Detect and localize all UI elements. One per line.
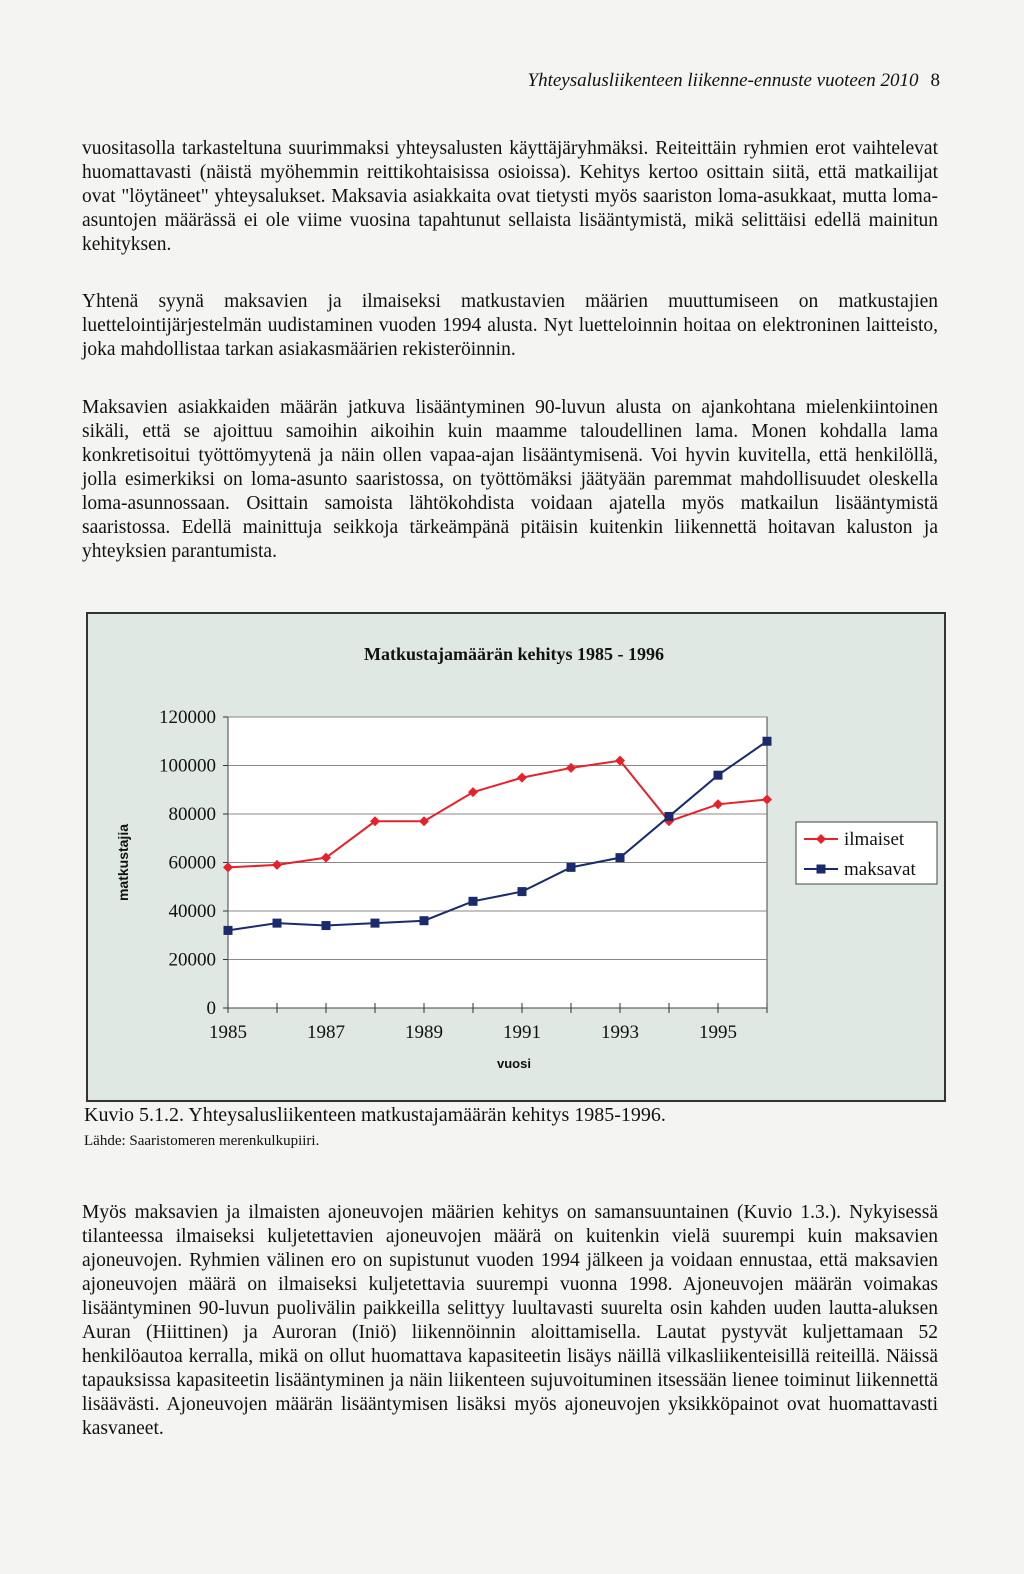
paragraph-4: Myös maksavien ja ilmaisten ajoneuvojen määrien kehitys on samansuuntainen (Kuvio 1.3.). Nykyisessä tilanteessa ilmaiseksi kuljetettavien ajoneuvojen määrä on kuitenkin vielä suurempi kuin maksavien ajoneuvojen. Ryhmien välinen ero on supistunut vuoden 1994 jälkeen ja voidaan ennustaa, että maksavien ajoneuvojen määrä on ilmaiseksi kuljetettavia suurempi vuonna 1998. Ajoneuvojen määrän voimakas lisääntyminen 90-luvun puolivälin paikkeilla selittyy luultavasti suurelta osin kahden uuden lautta-aluksen Auran (Hiittinen) ja Auroran (Iniö) liikennöinnin aloittamisella. Lautat pystyvät kuljettamaan 52 henkilöautoa kerralla, mikä on ollut huomattava kapasiteetin lisäys näillä vilkasliikenteisillä reiteillä. Näissä tapauksissa kapasiteetin lisääntyminen ja näin liikenteen sujuvoituminen itsessään lienee toiminut liikennettä lisäävästi. Ajoneuvojen määrän lisääntymisen lisäksi myös ajoneuvojen yksikköpainot ovat huomattavasti kasvaneet.	[82, 1202, 938, 1439]
chart-title: Matkustajamäärän kehitys 1985 - 1996	[364, 644, 664, 664]
x-tick-label: 1985	[209, 1022, 247, 1043]
page-number: 8	[930, 70, 940, 91]
data-point-maksavat	[567, 863, 576, 872]
y-tick-label: 120000	[159, 707, 216, 728]
chart-frame	[86, 612, 946, 1102]
y-tick-label: 60000	[168, 852, 216, 874]
y-tick-label: 80000	[168, 804, 216, 825]
data-point-maksavat	[420, 916, 429, 925]
data-point-maksavat	[469, 897, 478, 906]
y-axis-label: matkustajia	[115, 823, 131, 902]
x-tick-label: 1987	[307, 1022, 345, 1043]
y-tick-label: 40000	[168, 901, 216, 922]
legend-label-maksavat: maksavat	[844, 859, 916, 880]
paragraph-1: vuositasolla tarkasteltuna suurimmaksi yhteysalusten käyttäjäryhmäksi. Reiteittäin ryhmien erot vaihtelevat huomattavasti (näistä myöhemmin reittikohtaisissa osioissa). Kehitys kertoo osittain siitä, että matkailijat ovat "löytäneet" yhteysalukset. Maksavia asiakkaita ovat tietysti myös saariston loma-asukkaat, mutta loma-asuntojen määrässä ei ole viime vuosina tapahtunut sellaista lisääntymistä, mikä selittäisi edellä mainitun kehityksen.	[82, 138, 938, 255]
data-point-maksavat	[665, 812, 674, 821]
data-point-maksavat	[322, 921, 331, 930]
data-point-maksavat	[714, 771, 723, 780]
data-point-maksavat	[371, 919, 380, 928]
data-point-maksavat	[224, 926, 233, 935]
running-header	[510, 70, 940, 92]
data-point-maksavat	[518, 887, 527, 896]
data-point-maksavat	[616, 853, 625, 862]
figure-source: Lähde: Saaristomeren merenkulkupiiri.	[84, 1133, 320, 1149]
x-tick-label: 1995	[699, 1022, 737, 1043]
header-title: Yhteysalusliikenteen liikenne-ennuste vuoteen 2010	[527, 70, 919, 91]
x-tick-label: 1993	[601, 1022, 639, 1043]
data-point-maksavat	[763, 737, 772, 746]
figure-caption: Kuvio 5.1.2. Yhteysalusliikenteen matkustajamäärän kehitys 1985-1996.	[84, 1104, 666, 1126]
paragraph-2: Yhtenä syynä maksavien ja ilmaiseksi matkustavien määrien muuttumiseen on matkustajien luettelointijärjestelmän uudistaminen vuoden 1994 alusta. Nyt luetteloinnin hoitaa on elektroninen laitteisto, joka mahdollistaa tarkan asiakasmäärien rekisteröinnin.	[82, 291, 938, 360]
data-point-maksavat	[273, 919, 282, 928]
x-tick-label: 1991	[503, 1022, 541, 1043]
legend-label-ilmaiset: ilmaiset	[844, 829, 905, 850]
y-tick-label: 100000	[159, 755, 216, 777]
x-tick-label: 1989	[405, 1022, 443, 1043]
legend-marker-maksavat	[817, 865, 826, 874]
y-tick-label: 20000	[168, 949, 216, 971]
line-chart	[88, 614, 944, 1100]
y-tick-label: 0	[206, 998, 216, 1019]
x-axis-label: vuosi	[497, 1056, 531, 1071]
paragraph-3: Maksavien asiakkaiden määrän jatkuva lisääntyminen 90-luvun alusta on ajankohtana mielenkiintoinen sikäli, että se ajoittuu samoihin aikoihin kuin maamme taloudellinen lama. Monen kohdalla lama konkretisoitui työttömyytenä ja näin ollen vapaa-ajan lisääntymisenä. Voi hyvin kuvitella, että henkilöllä, jolla esimerkiksi on loma-asunto saaristossa, on työttömäksi jäätyään paremmat mahdollisuudet oleskella loma-asunnossaan. Osittain samoista lähtökohdista voidaan ajatella myös matkailun lisääntymistä saaristossa. Edellä mainittuja seikkoja tärkeämpänä pitäisin kuitenkin liikennettä hoitavan kaluston ja yhteyksien parantumista.	[82, 397, 938, 562]
